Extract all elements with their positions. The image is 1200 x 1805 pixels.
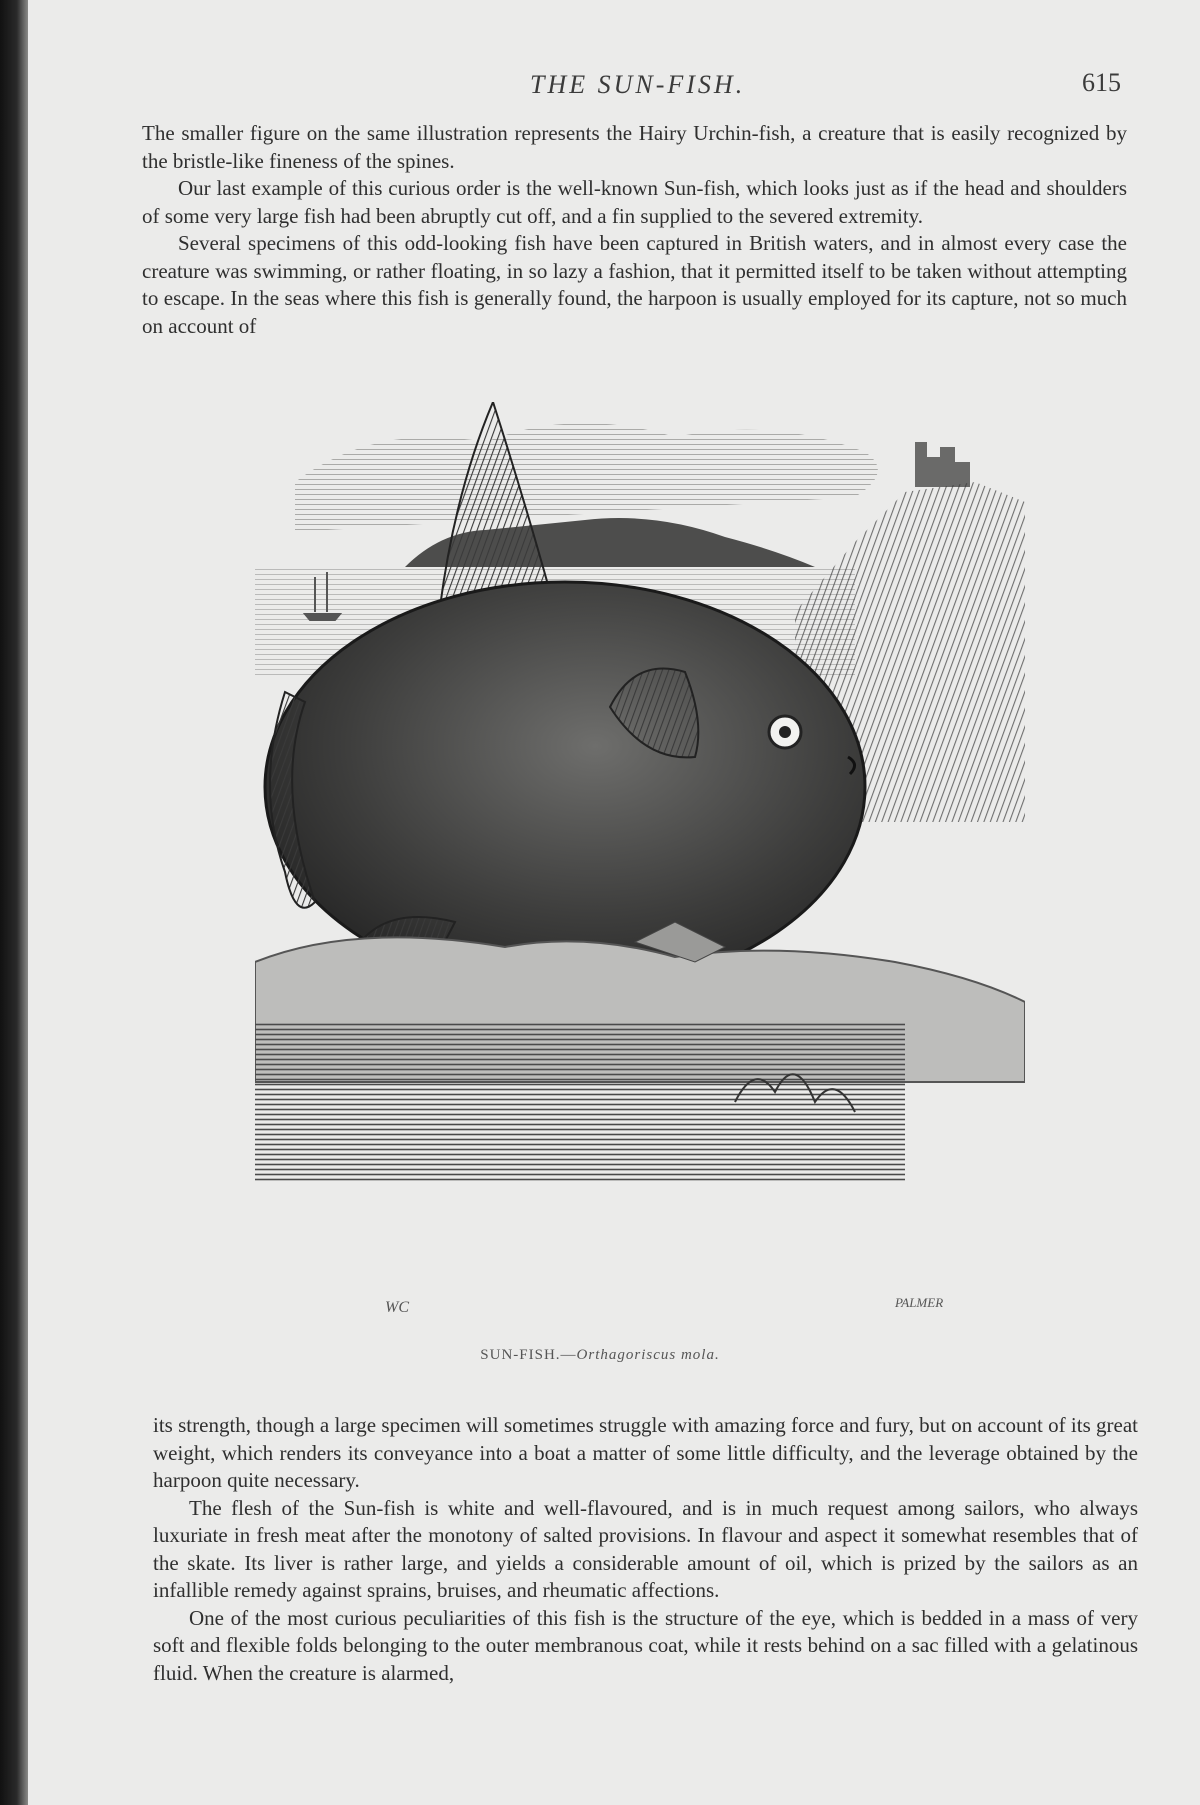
caption-title: SUN-FISH.— xyxy=(480,1347,577,1363)
paragraph-flesh: The flesh of the Sun-fish is white and well-flavoured, and is in much request among sailors, who always luxuriate in fresh meat after the monotony of salted provisions. In flavour and aspect it somewhat resembles that of the skate. Its liver is rather large, and yields a considerable amount of oil, which is prized by the sailors as an infallible remedy against sprains, bruises, and rheumatic affections. xyxy=(153,1495,1138,1602)
paragraph-specimens: Several specimens of this odd-looking fish have been captured in British waters, and in almost every case the creature was swimming, or rather floating, in so lazy a fashion, that it permitted itself to be taken without attempting to escape. In the seas where this fish is generally found, the harpoon is usually employed for its capture, not so much on account of xyxy=(142,231,1127,338)
sky-clouds xyxy=(295,423,878,532)
paragraph-hairy-urchin: The smaller figure on the same illustration represents the Hairy Urchin-fish, a creature that is easily recognized by the bristle-like fineness of the spines. xyxy=(142,121,1127,173)
top-text-block xyxy=(142,120,1127,340)
fish-body xyxy=(265,582,865,992)
artist-signature-left: WC xyxy=(385,1299,409,1316)
paragraph-strength: its strength, though a large specimen will sometimes struggle with amazing force and fury, but on account of its great weight, which renders its conveyance into a boat a matter of some little difficulty, and the leverage obtained by the harpoon quite necessary. xyxy=(153,1413,1138,1492)
foreground-water xyxy=(255,1022,905,1182)
page-binding-edge xyxy=(0,0,28,1805)
paragraph-sun-fish-intro: Our last example of this curious order is the well-known Sun-fish, which looks just as if the head and shoulders of some very large fish had been abruptly cut off, and a fin supplied to the severed extremity. xyxy=(142,176,1127,228)
castle-ruin xyxy=(915,442,970,487)
caption-latin-name: Orthagoriscus mola. xyxy=(576,1347,720,1363)
paragraph-eye-structure: One of the most curious peculiarities of this fish is the structure of the eye, which is bedded in a mass of very soft and flexible folds belonging to the outer membranous coat, while it rests behind on a sac filled with a gelatinous fluid. When the creature is alarmed, xyxy=(153,1605,1138,1685)
bottom-text-block xyxy=(153,1412,1138,1687)
figure-caption xyxy=(0,1347,1200,1364)
engraving-illustration xyxy=(255,402,1025,1337)
running-title: THE SUN-FISH. xyxy=(530,70,746,99)
sun-fish-engraving xyxy=(255,402,1025,1337)
page-number: 615 xyxy=(1082,68,1121,97)
artist-signature-right: PALMER xyxy=(895,1295,944,1310)
